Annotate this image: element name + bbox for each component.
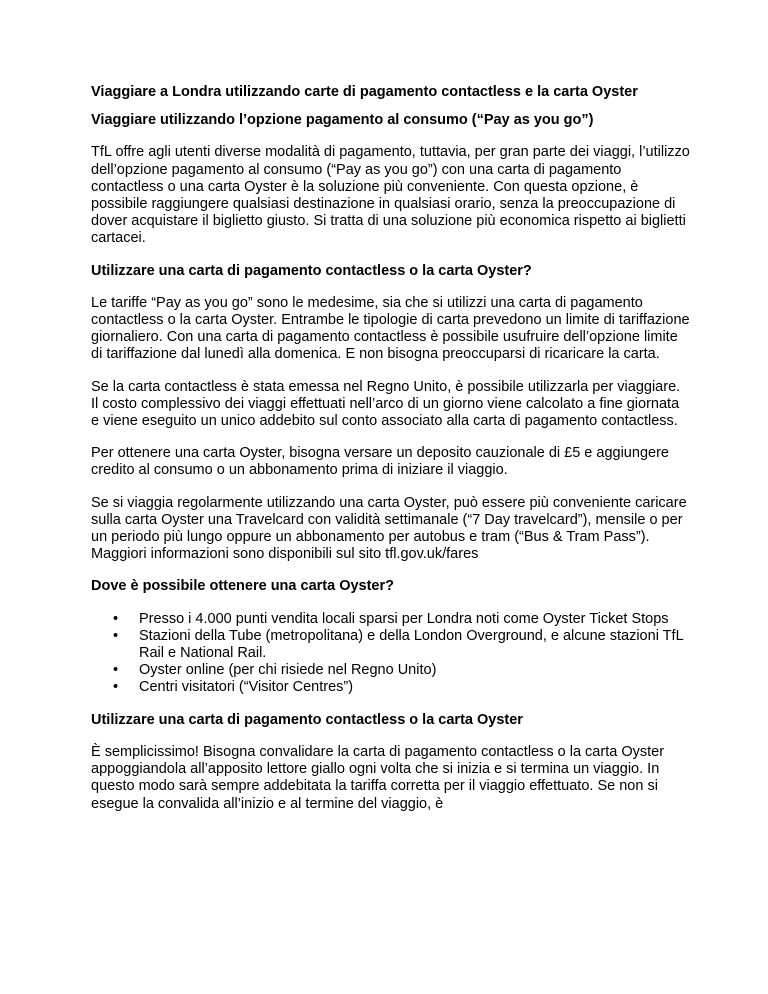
document-page (91, 84, 691, 813)
list-item-text: Presso i 4.000 punti vendita locali sparsi per Londra noti come Oyster Ticket Stops (139, 610, 669, 627)
list-item-text: Centri visitatori (“Visitor Centres”) (139, 679, 354, 696)
list-item (113, 679, 691, 696)
document-title: Viaggiare a Londra utilizzando carte di pagamento contactless e la carta Oyster (91, 84, 638, 100)
bullet-icon: • (113, 627, 119, 644)
section-heading-pay-as-you-go: Viaggiare utilizzando l’opzione pagamento al consumo (“Pay as you go”) (91, 112, 594, 129)
section-heading-contactless-or-oyster: Utilizzare una carta di pagamento contactless o la carta Oyster? (91, 262, 532, 279)
list-item (113, 662, 691, 679)
bullet-icon: • (113, 679, 119, 696)
oyster-locations-list (91, 611, 691, 697)
bullet-icon: • (113, 662, 119, 679)
section-heading-where-to-get-oyster: Dove è possibile ottenere una carta Oyster? (91, 578, 394, 595)
paragraph-oyster-deposit: Per ottenere una carta Oyster, bisogna versare un deposito cauzionale di £5 e aggiungere credito al consumo o un abbonamento prima di iniziare il viaggio. (91, 445, 669, 479)
bullet-icon: • (113, 610, 119, 627)
paragraph-same-fares: Le tariffe “Pay as you go” sono le medesime, sia che si utilizzi una carta di pagamento contactless o la carta Oyster. Entrambe le tipologie di carta prevedono un limite di tariffazione giornaliero. Con una carta di pagamento contactless è possibile usufruire dell’opzione limite di tariffazione dal lunedì alla domenica. E non bisogna preoccuparsi di ricaricare la carta. (91, 294, 690, 363)
section-heading-using-card: Utilizzare una carta di pagamento contactless o la carta Oyster (91, 711, 523, 728)
list-item (113, 627, 691, 662)
list-item (113, 610, 691, 628)
list-item-text: Oyster online (per chi risiede nel Regno Unito) (139, 662, 437, 679)
list-item-text: Stazioni della Tube (metropolitana) e della London Overground, e alcune stazioni TfL Rail e National Rail. (139, 627, 684, 662)
paragraph-uk-contactless: Se la carta contactless è stata emessa nel Regno Unito, è possibile utilizzarla per viaggiare. Il costo complessivo dei viaggi effettuati nell’arco di un giorno viene calcolato a fine giornata e viene eseguito un unico addebito sul conto associato alla carta di pagamento contactless. (91, 378, 681, 430)
paragraph-touch-in-out: È semplicissimo! Bisogna convalidare la carta di pagamento contactless o la carta Oyster appoggiandola all’apposito lettore giallo ogni volta che si inizia e si termina un viaggio. In questo modo sarà sempre addebitata la tariffa corretta per il viaggio effettuato. Se non si esegue la convalida all’inizio e al termine del viaggio, è (91, 743, 665, 812)
paragraph-pay-as-you-go: TfL offre agli utenti diverse modalità di pagamento, tuttavia, per gran parte dei viaggi, l’utilizzo dell’opzione pagamento al consumo (“Pay as you go”) con una carta di pagamento contactless o una carta Oyster è la soluzione più conveniente. Con questa opzione, è possibile raggiungere qualsiasi destinazione in qualsiasi orario, senza la preoccupazione di dover acquistare il biglietto giusto. Si tratta di una soluzione più economica rispetto ai biglietti cartacei. (91, 144, 690, 247)
paragraph-travelcard: Se si viaggia regolarmente utilizzando una carta Oyster, può essere più conveniente caricare sulla carta Oyster una Travelcard con validità settimanale (“7 Day travelcard”), mensile o per un periodo più lungo oppure un abbonamento per autobus e tram (“Bus & Tram Pass”). Maggiori informazioni sono disponibili sul sito tfl.gov.uk/fares (91, 494, 687, 563)
